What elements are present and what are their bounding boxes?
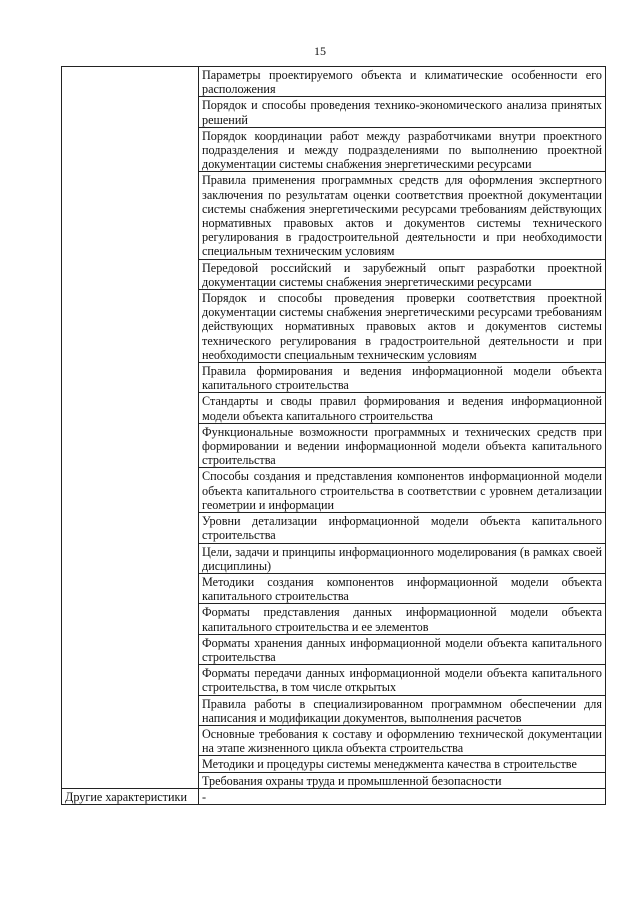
knowledge-item: Требования охраны труда и промышленной безопасности bbox=[199, 772, 606, 788]
other-characteristics-label: Другие характеристики bbox=[62, 788, 199, 804]
other-characteristics-value: - bbox=[199, 788, 606, 804]
knowledge-item: Порядок и способы проведения технико-экономического анализа принятых решений bbox=[199, 97, 606, 127]
knowledge-table bbox=[61, 66, 606, 805]
knowledge-item: Стандарты и своды правил формирования и ведения информационной модели объекта капитального строительства bbox=[199, 393, 606, 423]
knowledge-table-body bbox=[62, 67, 606, 805]
knowledge-item: Способы создания и представления компонентов информационной модели объекта капитального строительства в соответствии с уровнем детализации геометрии и информации bbox=[199, 468, 606, 513]
knowledge-item: Порядок и способы проведения проверки соответствия проектной документации системы снабжения энергетическими ресурсами требованиям действующих нормативных правовых актов и документов системы технического регулирования в градостроительной деятельности и при необходимости специальным техническим условиям bbox=[199, 290, 606, 363]
table-row bbox=[62, 67, 606, 97]
knowledge-item: Функциональные возможности программных и технических средств при формировании и ведении информационной модели объекта капитального строительства bbox=[199, 423, 606, 468]
knowledge-item: Форматы передачи данных информационной модели объекта капитального строительства, в том числе открытых bbox=[199, 665, 606, 695]
knowledge-item: Параметры проектируемого объекта и климатические особенности его расположения bbox=[199, 67, 606, 97]
knowledge-item: Методики и процедуры системы менеджмента качества в строительстве bbox=[199, 756, 606, 772]
knowledge-item: Уровни детализации информационной модели объекта капитального строительства bbox=[199, 513, 606, 543]
knowledge-item: Форматы представления данных информационной модели объекта капитального строительства и ее элементов bbox=[199, 604, 606, 634]
knowledge-item: Правила применения программных средств для оформления экспертного заключения по результатам оценки соответствия проектной документации системы снабжения энергетическими ресурсами требованиям действующих нормативных правовых актов и документов системы технического регулирования в градостроительной деятельности и при необходимости специальным техническим условиям bbox=[199, 172, 606, 259]
section-label-cell-empty bbox=[62, 67, 199, 789]
knowledge-item: Форматы хранения данных информационной модели объекта капитального строительства bbox=[199, 634, 606, 664]
knowledge-item: Цели, задачи и принципы информационного моделирования (в рамках своей дисциплины) bbox=[199, 543, 606, 573]
knowledge-item: Передовой российский и зарубежный опыт разработки проектной документации системы снабжения энергетическими ресурсами bbox=[199, 259, 606, 289]
knowledge-item: Порядок координации работ между разработчиками внутри проектного подразделения и между подразделениями по выполнению проектной документации системы снабжения энергетическими ресурсами bbox=[199, 127, 606, 172]
knowledge-item: Правила формирования и ведения информационной модели объекта капитального строительства bbox=[199, 363, 606, 393]
knowledge-item: Основные требования к составу и оформлению технической документации на этапе жизненного цикла объекта строительства bbox=[199, 725, 606, 755]
other-characteristics-row bbox=[62, 788, 606, 804]
knowledge-item: Правила работы в специализированном программном обеспечении для написания и модификации документов, выполнения расчетов bbox=[199, 695, 606, 725]
knowledge-item: Методики создания компонентов информационной модели объекта капитального строительства bbox=[199, 573, 606, 603]
page-number: 15 bbox=[314, 44, 326, 58]
